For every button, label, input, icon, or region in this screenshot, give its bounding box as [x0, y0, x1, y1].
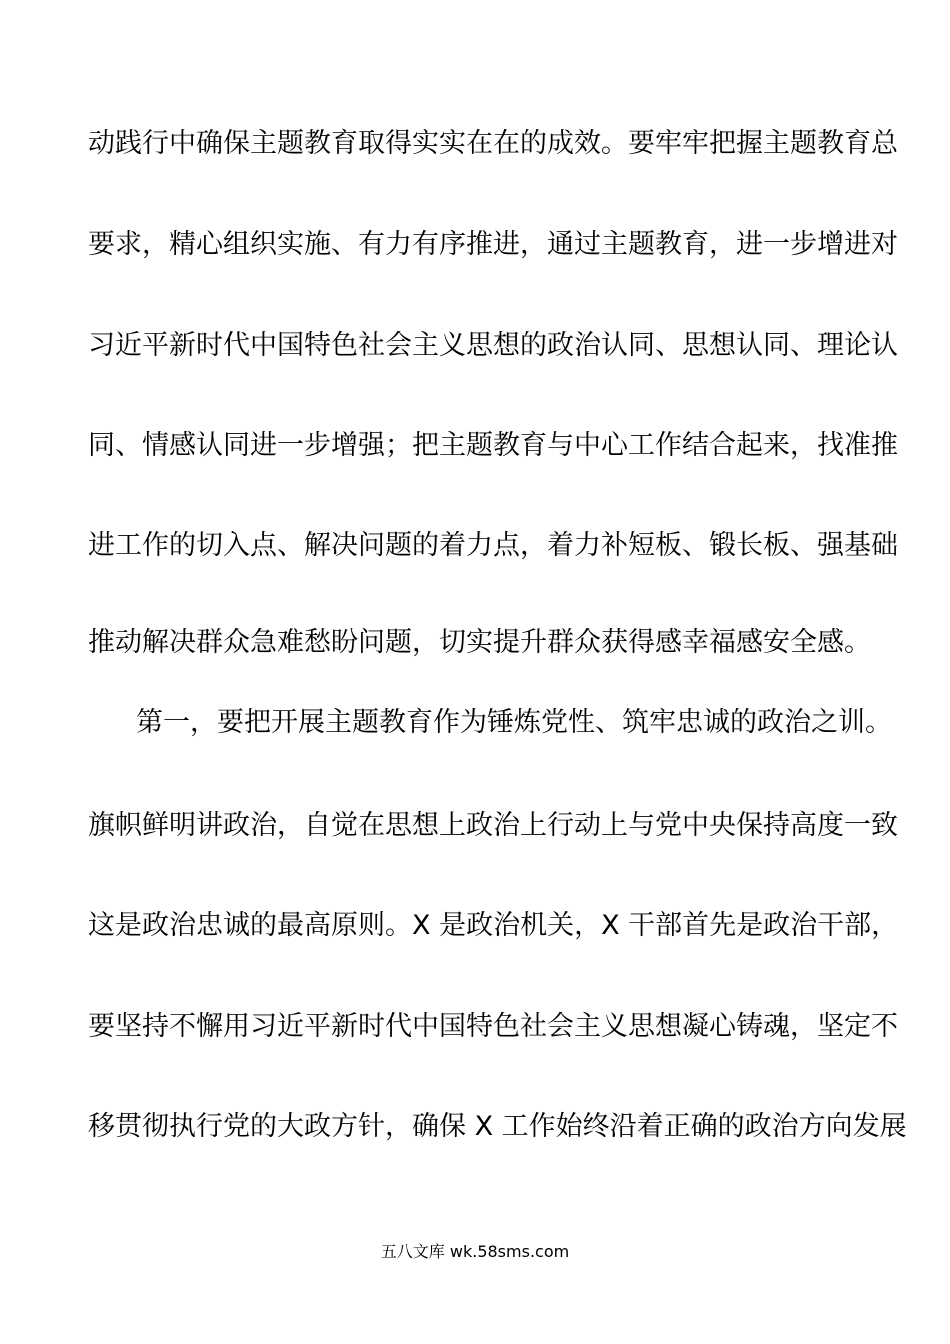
- paragraph-line-9: 这是政治忠诚的最高原则。X 是政治机关，X 干部首先是政治干部，: [88, 910, 899, 941]
- paragraph-line-10: 要坚持不懈用习近平新时代中国特色社会主义思想凝心铸魂，坚定不: [88, 1011, 898, 1042]
- paragraph-line-6: 推动解决群众急难愁盼问题，切实提升群众获得感幸福感安全感。: [88, 627, 871, 658]
- paragraph-line-5: 进工作的切入点、解决问题的着力点，着力补短板、锻长板、强基础: [88, 530, 898, 561]
- paragraph-line-1: 动践行中确保主题教育取得实实在在的成效。要牢牢把握主题教育总: [88, 128, 898, 159]
- section-heading-line: 第一，要把开展主题教育作为锤炼党性、筑牢忠诚的政治之训。: [136, 707, 892, 738]
- paragraph-line-11: 移贯彻执行党的大政方针，确保 X 工作始终沿着正确的政治方向发展: [88, 1111, 907, 1142]
- paragraph-line-8: 旗帜鲜明讲政治，自觉在思想上政治上行动上与党中央保持高度一致: [88, 810, 898, 841]
- paragraph-line-3: 习近平新时代中国特色社会主义思想的政治认同、思想认同、理论认: [88, 330, 898, 361]
- paragraph-line-2: 要求，精心组织实施、有力有序推进，通过主题教育，进一步增进对: [88, 229, 898, 260]
- footer-watermark: 五八文库 wk.58sms.com: [380, 1242, 570, 1261]
- paragraph-line-4: 同、情感认同进一步增强；把主题教育与中心工作结合起来，找准推: [88, 430, 898, 461]
